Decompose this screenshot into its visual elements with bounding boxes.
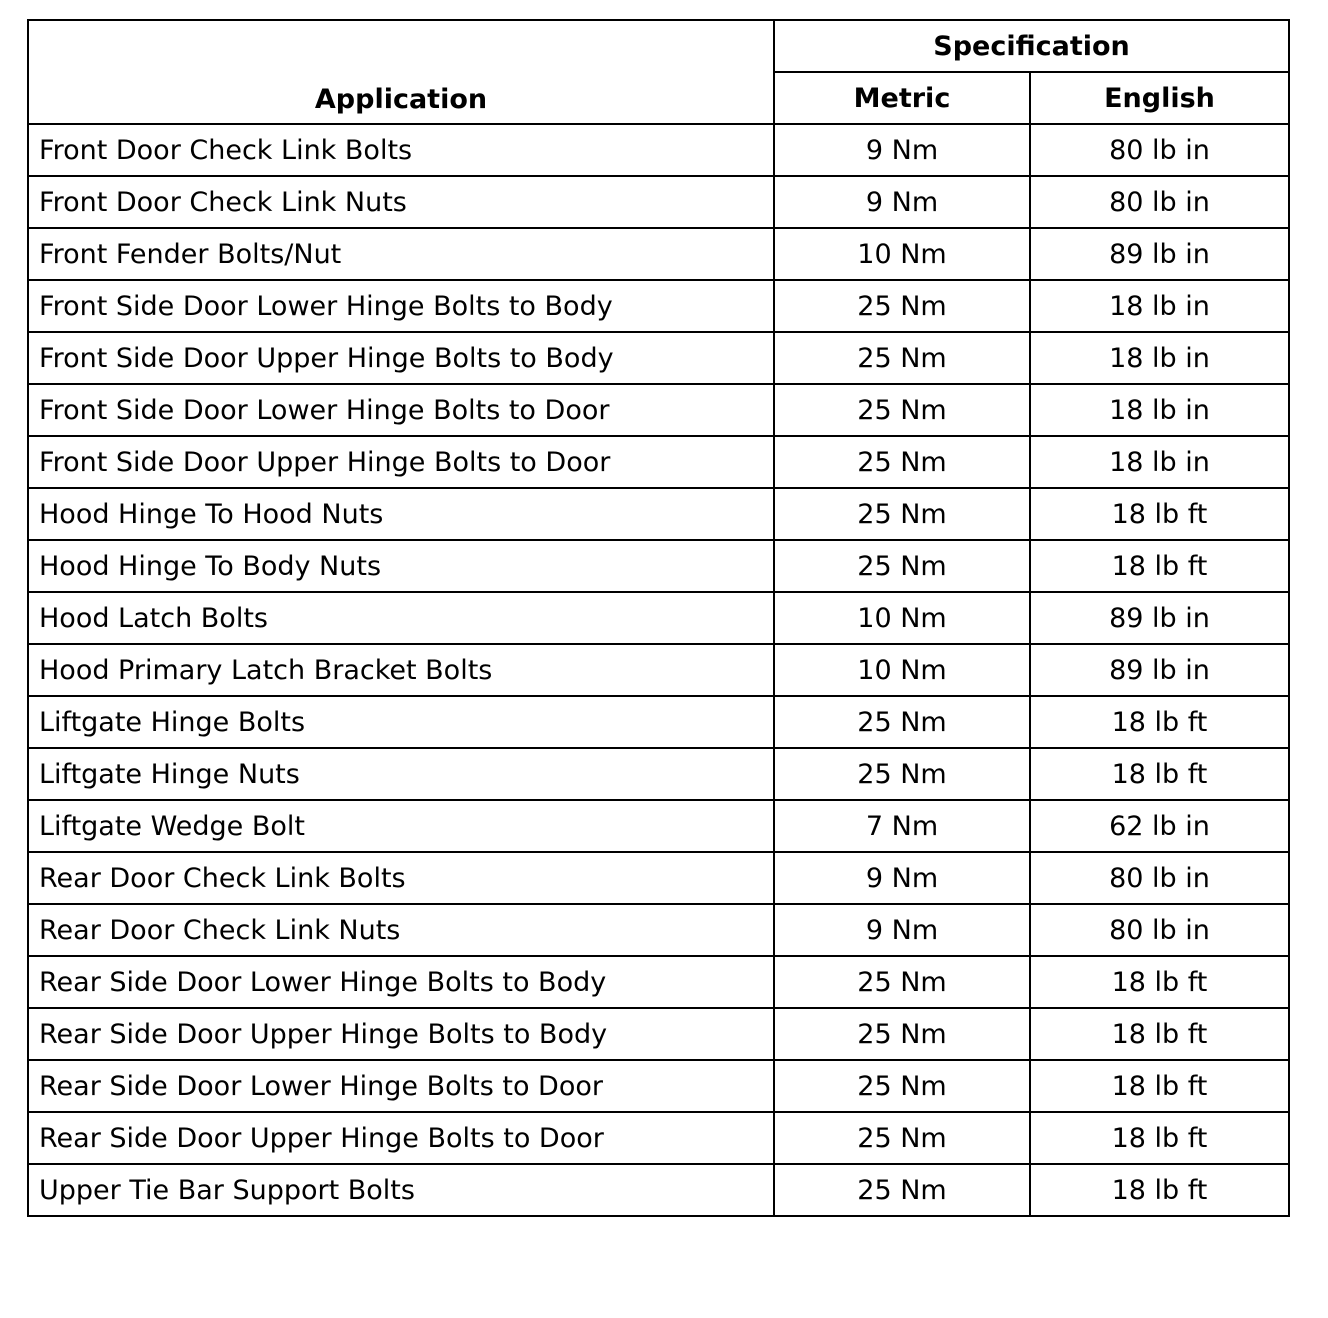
english-value-cell: 18 lb ft bbox=[1030, 956, 1289, 1008]
application-cell: Liftgate Hinge Bolts bbox=[28, 696, 774, 748]
english-value-cell: 18 lb in bbox=[1030, 332, 1289, 384]
metric-value-cell: 10 Nm bbox=[774, 644, 1030, 696]
table-row bbox=[28, 852, 1289, 904]
table-row bbox=[28, 800, 1289, 852]
metric-value-cell: 9 Nm bbox=[774, 852, 1030, 904]
metric-value-cell: 25 Nm bbox=[774, 384, 1030, 436]
application-cell: Rear Side Door Lower Hinge Bolts to Door bbox=[28, 1060, 774, 1112]
table-row bbox=[28, 436, 1289, 488]
application-cell: Rear Door Check Link Bolts bbox=[28, 852, 774, 904]
metric-value-cell: 25 Nm bbox=[774, 436, 1030, 488]
application-cell: Rear Door Check Link Nuts bbox=[28, 904, 774, 956]
english-value-cell: 18 lb ft bbox=[1030, 1060, 1289, 1112]
table-body bbox=[28, 124, 1289, 1216]
table-header bbox=[28, 20, 1289, 124]
metric-value-cell: 25 Nm bbox=[774, 1112, 1030, 1164]
application-cell: Hood Primary Latch Bracket Bolts bbox=[28, 644, 774, 696]
english-value-cell: 18 lb ft bbox=[1030, 1112, 1289, 1164]
specification-group-header: Specification bbox=[774, 20, 1289, 72]
table-row bbox=[28, 1112, 1289, 1164]
application-cell: Front Door Check Link Nuts bbox=[28, 176, 774, 228]
application-cell: Hood Hinge To Hood Nuts bbox=[28, 488, 774, 540]
english-value-cell: 80 lb in bbox=[1030, 176, 1289, 228]
metric-value-cell: 9 Nm bbox=[774, 124, 1030, 176]
english-value-cell: 18 lb in bbox=[1030, 436, 1289, 488]
english-value-cell: 18 lb in bbox=[1030, 384, 1289, 436]
table-row bbox=[28, 176, 1289, 228]
english-value-cell: 89 lb in bbox=[1030, 592, 1289, 644]
application-cell: Front Fender Bolts/Nut bbox=[28, 228, 774, 280]
table-row bbox=[28, 488, 1289, 540]
application-cell: Front Door Check Link Bolts bbox=[28, 124, 774, 176]
english-value-cell: 18 lb ft bbox=[1030, 1008, 1289, 1060]
application-cell: Rear Side Door Upper Hinge Bolts to Door bbox=[28, 1112, 774, 1164]
metric-value-cell: 25 Nm bbox=[774, 1008, 1030, 1060]
metric-value-cell: 25 Nm bbox=[774, 1060, 1030, 1112]
english-value-cell: 18 lb in bbox=[1030, 280, 1289, 332]
english-value-cell: 89 lb in bbox=[1030, 644, 1289, 696]
table-row bbox=[28, 540, 1289, 592]
table-row bbox=[28, 280, 1289, 332]
application-cell: Upper Tie Bar Support Bolts bbox=[28, 1164, 774, 1216]
table-row bbox=[28, 332, 1289, 384]
table-row bbox=[28, 1008, 1289, 1060]
english-value-cell: 80 lb in bbox=[1030, 124, 1289, 176]
table-row bbox=[28, 1060, 1289, 1112]
application-cell: Rear Side Door Upper Hinge Bolts to Body bbox=[28, 1008, 774, 1060]
table-row bbox=[28, 228, 1289, 280]
application-cell: Front Side Door Lower Hinge Bolts to Body bbox=[28, 280, 774, 332]
application-cell: Hood Latch Bolts bbox=[28, 592, 774, 644]
metric-value-cell: 25 Nm bbox=[774, 956, 1030, 1008]
metric-value-cell: 25 Nm bbox=[774, 280, 1030, 332]
metric-value-cell: 25 Nm bbox=[774, 1164, 1030, 1216]
application-cell: Rear Side Door Lower Hinge Bolts to Body bbox=[28, 956, 774, 1008]
english-value-cell: 89 lb in bbox=[1030, 228, 1289, 280]
english-value-cell: 18 lb ft bbox=[1030, 1164, 1289, 1216]
table-row bbox=[28, 956, 1289, 1008]
metric-value-cell: 9 Nm bbox=[774, 176, 1030, 228]
english-column-header: English bbox=[1030, 72, 1289, 124]
metric-value-cell: 10 Nm bbox=[774, 592, 1030, 644]
english-value-cell: 62 lb in bbox=[1030, 800, 1289, 852]
application-cell: Front Side Door Upper Hinge Bolts to Door bbox=[28, 436, 774, 488]
metric-value-cell: 25 Nm bbox=[774, 488, 1030, 540]
english-value-cell: 18 lb ft bbox=[1030, 540, 1289, 592]
table-row bbox=[28, 124, 1289, 176]
metric-value-cell: 7 Nm bbox=[774, 800, 1030, 852]
metric-value-cell: 9 Nm bbox=[774, 904, 1030, 956]
table-row bbox=[28, 592, 1289, 644]
torque-specification-table bbox=[27, 19, 1290, 1217]
metric-column-header: Metric bbox=[774, 72, 1030, 124]
application-cell: Liftgate Hinge Nuts bbox=[28, 748, 774, 800]
application-column-header: Application bbox=[28, 20, 774, 124]
application-cell: Liftgate Wedge Bolt bbox=[28, 800, 774, 852]
metric-value-cell: 25 Nm bbox=[774, 540, 1030, 592]
metric-value-cell: 25 Nm bbox=[774, 748, 1030, 800]
english-value-cell: 18 lb ft bbox=[1030, 696, 1289, 748]
metric-value-cell: 25 Nm bbox=[774, 332, 1030, 384]
table-row bbox=[28, 384, 1289, 436]
table-row bbox=[28, 696, 1289, 748]
english-value-cell: 18 lb ft bbox=[1030, 488, 1289, 540]
application-cell: Hood Hinge To Body Nuts bbox=[28, 540, 774, 592]
english-value-cell: 80 lb in bbox=[1030, 904, 1289, 956]
table-row bbox=[28, 1164, 1289, 1216]
header-row-top bbox=[28, 20, 1289, 72]
english-value-cell: 80 lb in bbox=[1030, 852, 1289, 904]
table-row bbox=[28, 904, 1289, 956]
metric-value-cell: 25 Nm bbox=[774, 696, 1030, 748]
metric-value-cell: 10 Nm bbox=[774, 228, 1030, 280]
table-row bbox=[28, 748, 1289, 800]
table-row bbox=[28, 644, 1289, 696]
application-cell: Front Side Door Upper Hinge Bolts to Body bbox=[28, 332, 774, 384]
application-cell: Front Side Door Lower Hinge Bolts to Door bbox=[28, 384, 774, 436]
english-value-cell: 18 lb ft bbox=[1030, 748, 1289, 800]
